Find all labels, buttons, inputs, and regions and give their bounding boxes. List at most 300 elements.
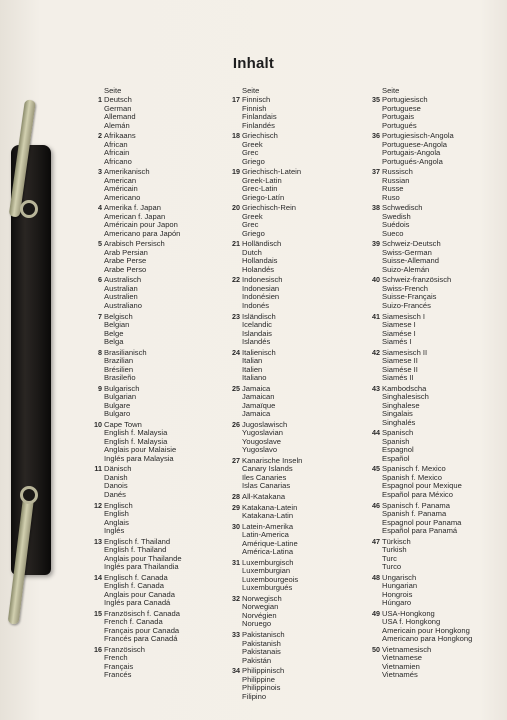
entry-language-name: American f. Japan (104, 211, 166, 221)
toc-entry (91, 385, 206, 419)
toc-entry (369, 465, 499, 499)
toc-entry (369, 276, 499, 310)
entry-language-name: Französisch f. Canada (104, 608, 180, 618)
entry-language-name: Belgisch (104, 311, 133, 321)
entry-language-name: Yugoslavo (242, 445, 278, 455)
entry-language-name: Swedish (382, 211, 411, 221)
entry-language-name: Norvégien (242, 610, 277, 620)
entry-language-name: Suisse-Français (382, 292, 437, 302)
entry-page-number: 50 (372, 644, 380, 654)
entry-language-name: Francés para Canadá (104, 634, 178, 644)
toc-entry (91, 574, 206, 608)
entry-language-name: Spanisch f. Mexico (382, 464, 446, 474)
toc-entry (91, 502, 206, 536)
toc-entry (229, 276, 364, 310)
entry-page-number: 31 (232, 557, 240, 567)
toc-entry (229, 559, 364, 593)
entry-language-name: Siamesisch II (382, 347, 428, 357)
toc-entry (369, 168, 499, 202)
entry-language-name: Noruego (242, 619, 272, 629)
entry-page-number: 4 (98, 203, 102, 213)
entry-language-name: Amerika f. Japan (104, 203, 161, 213)
entry-language-name: Pakistanish (242, 638, 281, 648)
entry-language-name: Swiss-German (382, 247, 432, 257)
entry-page-number: 7 (98, 311, 102, 321)
toc-entry (369, 240, 499, 274)
entry-language-name: Schweiz-französisch (382, 275, 452, 285)
entry-language-name: Katakana-Latin (242, 511, 294, 521)
entry-language-name: Brazilian (104, 356, 134, 366)
entry-language-name: Yougoslave (242, 436, 281, 446)
entry-language-name: Allemand (104, 112, 136, 121)
entry-language-name: All-Katakana (242, 492, 286, 502)
entry-page-number: 17 (232, 95, 240, 104)
entry-language-name: Arabe Perso (104, 264, 147, 274)
entry-language-name: Amérique-Latine (242, 538, 298, 548)
entry-language-name: Australiano (104, 300, 142, 310)
entry-language-name: Indonesisch (242, 275, 283, 285)
entry-language-name: Americain pour Hongkong (382, 625, 470, 635)
toc-entry (229, 132, 364, 166)
entry-language-name: Brasilianisch (104, 347, 147, 357)
entry-language-name: Australian (104, 283, 138, 293)
toc-entry (229, 313, 364, 347)
entry-language-name: Luxemburgisch (242, 557, 294, 567)
entry-language-name: Jamaican (242, 392, 275, 402)
entry-language-name: Danés (104, 489, 126, 499)
entry-page-number: 10 (94, 419, 102, 429)
entry-language-name: Indonés (242, 300, 270, 310)
entry-language-name: Spanish (382, 436, 410, 446)
entry-page-number: 35 (372, 95, 380, 104)
entry-page-number: 29 (232, 502, 240, 512)
entry-language-name: Portugais-Angola (382, 148, 441, 158)
entry-language-name: América-Latina (242, 547, 294, 557)
entry-language-name: Hungarian (382, 581, 418, 591)
entry-language-name: Greek (242, 139, 263, 149)
toc-column-1 (91, 86, 206, 682)
entry-page-number: 39 (372, 239, 380, 249)
entry-language-name: Iles Canaries (242, 472, 287, 482)
entry-language-name: Hongrois (382, 589, 413, 599)
entry-language-name: Finnisch (242, 95, 271, 104)
entry-page-number: 6 (98, 275, 102, 285)
entry-language-name: Anglais (104, 517, 129, 527)
entry-page-number: 13 (94, 536, 102, 546)
entry-language-name: Yugoslavian (242, 428, 283, 438)
entry-language-name: Französisch (104, 644, 145, 654)
entry-language-name: English f. Malaysia (104, 428, 168, 438)
entry-page-number: 20 (232, 203, 240, 213)
entry-language-name: American (104, 175, 137, 185)
entry-page-number: 38 (372, 203, 380, 213)
entry-language-name: Spanish f. Mexico (382, 472, 442, 482)
entry-language-name: Norwegian (242, 602, 279, 612)
entry-language-name: Schweiz-Deutsch (382, 239, 441, 249)
entry-language-name: Brasileño (104, 373, 136, 383)
toc-entry (229, 204, 364, 238)
entry-page-number: 26 (232, 419, 240, 429)
toc-entry (229, 96, 364, 130)
entry-language-name: Español para Panamá (382, 526, 458, 536)
toc-entry (91, 276, 206, 310)
entry-language-name: Français pour Canada (104, 625, 180, 635)
entry-page-number: 32 (232, 593, 240, 603)
entry-language-name: Swiss-French (382, 283, 428, 293)
entry-page-number: 43 (372, 383, 380, 393)
entry-language-name: Arabe Perse (104, 256, 147, 266)
entry-language-name: Griego-Latín (242, 192, 285, 202)
entry-language-name: Español para México (382, 489, 453, 499)
toc-entry (369, 96, 499, 130)
entry-page-number: 15 (94, 608, 102, 618)
toc-entry (91, 465, 206, 499)
toc-column-3 (369, 86, 499, 682)
entry-language-name: Luxemburgian (242, 566, 291, 576)
entry-page-number: 40 (372, 275, 380, 285)
entry-language-name: Americano (104, 192, 141, 202)
entry-language-name: Greek-Latin (242, 175, 282, 185)
entry-language-name: Russe (382, 184, 404, 194)
toc-entry (91, 313, 206, 347)
entry-language-name: Griechisch-Rein (242, 203, 297, 213)
entry-language-name: Luxembourgeois (242, 574, 299, 584)
seite-label: Seite (104, 86, 122, 95)
entry-language-name: Grec (242, 148, 259, 158)
entry-language-name: Islandés (242, 337, 271, 347)
toc-column-2 (229, 86, 364, 703)
entry-language-name: Ungarisch (382, 572, 417, 582)
entry-language-name: Singalais (382, 409, 413, 419)
entry-language-name: Katakana-Latein (242, 502, 298, 512)
entry-page-number: 47 (372, 536, 380, 546)
entry-language-name: Siamese I (382, 320, 416, 330)
entry-language-name: Bulgaro (104, 409, 131, 419)
toc-entry (91, 132, 206, 166)
entry-language-name: Inglés para Thailandia (104, 562, 179, 572)
entry-language-name: Latein-Amerika (242, 521, 294, 531)
toc-entry (369, 646, 499, 680)
entry-language-name: Portuguese (382, 103, 421, 113)
toc-entry (369, 204, 499, 238)
entry-page-number: 27 (232, 455, 240, 465)
entry-page-number: 37 (372, 167, 380, 177)
entry-language-name: Latin-America (242, 530, 289, 540)
entry-language-name: Vietnamés (382, 670, 418, 680)
entry-language-name: Spanisch f. Panama (382, 500, 450, 510)
entry-language-name: Italien (242, 364, 263, 374)
entry-language-name: Siamés I (382, 337, 412, 347)
entry-language-name: Belgian (104, 320, 130, 330)
entry-language-name: French f. Canada (104, 617, 163, 627)
entry-page-number: 45 (372, 464, 380, 474)
toc-entry (91, 240, 206, 274)
toc-entry (369, 610, 499, 644)
entry-language-name: Français (104, 661, 134, 671)
entry-language-name: Finnish (242, 103, 267, 113)
toc-entry (229, 385, 364, 419)
toc-entry (229, 421, 364, 455)
toc-entry (229, 457, 364, 491)
entry-language-name: Canary Islands (242, 464, 293, 474)
entry-language-name: Kambodscha (382, 383, 427, 393)
binder-ring-bottom (20, 486, 38, 504)
entry-language-name: Finlandais (242, 112, 277, 121)
toc-entry (369, 132, 499, 166)
entry-page-number: 18 (232, 131, 240, 141)
entry-page-number: 24 (232, 347, 240, 357)
entry-page-number: 42 (372, 347, 380, 357)
entry-page-number: 36 (372, 131, 380, 141)
entry-language-name: Griego (242, 156, 265, 166)
entry-language-name: French (104, 653, 128, 663)
entry-language-name: Sueco (382, 228, 404, 238)
entry-language-name: Icelandic (242, 320, 272, 330)
entry-page-number: 9 (98, 383, 102, 393)
entry-page-number: 1 (98, 95, 102, 104)
toc-entry (229, 631, 364, 665)
entry-language-name: Indonésien (242, 292, 280, 302)
toc-entry (91, 349, 206, 383)
entry-language-name: Russisch (382, 167, 413, 177)
entry-page-number: 49 (372, 608, 380, 618)
entry-language-name: Dänisch (104, 464, 132, 474)
entry-language-name: Portugués (382, 120, 417, 130)
entry-language-name: Americano para Hongkong (382, 634, 473, 644)
entry-language-name: English f. Canada (104, 581, 164, 591)
toc-entry (229, 595, 364, 629)
entry-language-name: Finlandés (242, 120, 275, 130)
entry-language-name: Siamés II (382, 373, 414, 383)
entry-language-name: Englisch (104, 500, 133, 510)
entry-language-name: Greek (242, 211, 263, 221)
entry-language-name: Anglais pour Malaisie (104, 445, 177, 455)
entry-page-number: 46 (372, 500, 380, 510)
entry-page-number: 48 (372, 572, 380, 582)
entry-language-name: English f. Malaysia (104, 436, 168, 446)
entry-language-name: Griechisch-Latein (242, 167, 302, 177)
entry-language-name: Suizo-Alemán (382, 264, 430, 274)
toc-entry (91, 168, 206, 202)
toc-entry (369, 385, 499, 428)
entry-language-name: Brésilien (104, 364, 134, 374)
page-title: Inhalt (232, 55, 275, 72)
entry-page-number: 2 (98, 131, 102, 141)
toc-entry (229, 168, 364, 202)
entry-language-name: Africano (104, 156, 132, 166)
entry-language-name: Inglés para Malaysia (104, 453, 174, 463)
entry-language-name: Italiano (242, 373, 267, 383)
entry-language-name: Danish (104, 472, 128, 482)
toc-entry (369, 502, 499, 536)
entry-language-name: Norwegisch (242, 593, 282, 603)
entry-language-name: Ruso (382, 192, 400, 202)
entry-language-name: Arabisch Persisch (104, 239, 165, 249)
entry-language-name: Islandais (242, 328, 272, 338)
entry-language-name: Vietnamese (382, 653, 422, 663)
entry-language-name: Turkish (382, 545, 407, 555)
entry-language-name: Luxemburgués (242, 583, 293, 593)
entry-language-name: Siamése I (382, 328, 416, 338)
toc-entry (369, 313, 499, 347)
entry-language-name: Singhalese (382, 400, 420, 410)
entry-page-number: 41 (372, 311, 380, 321)
entry-language-name: Philippinisch (242, 666, 285, 676)
entry-language-name: Pakistanisch (242, 630, 285, 639)
entry-language-name: Italian (242, 356, 263, 366)
entry-language-name: Australisch (104, 275, 142, 285)
entry-page-number: 19 (232, 167, 240, 177)
entry-language-name: Danois (104, 481, 128, 491)
entry-page-number: 14 (94, 572, 102, 582)
entry-language-name: Espagnol pour Panama (382, 517, 462, 527)
entry-language-name: Pakistanais (242, 647, 281, 656)
entry-language-name: Filipino (242, 691, 267, 701)
entry-language-name: Belga (104, 337, 124, 347)
entry-language-name: Bulgare (104, 400, 131, 410)
toc-entry (229, 504, 364, 521)
entry-language-name: Deutsch (104, 95, 132, 104)
entry-language-name: Amerikanisch (104, 167, 150, 177)
entry-language-name: Anglais pour Canada (104, 589, 175, 599)
seite-label: Seite (382, 86, 400, 95)
entry-language-name: Siamesisch I (382, 311, 426, 321)
toc-entry (369, 538, 499, 572)
entry-language-name: Americano para Japón (104, 228, 181, 238)
entry-language-name: Américain (104, 184, 138, 194)
entry-language-name: Jugoslawisch (242, 419, 288, 429)
toc-entry (369, 349, 499, 383)
entry-language-name: Vietnamien (382, 661, 420, 671)
toc-entry (369, 429, 499, 463)
entry-page-number: 30 (232, 521, 240, 531)
entry-language-name: Belge (104, 328, 124, 338)
entry-language-name: Suizo-Francés (382, 300, 431, 310)
entry-language-name: Suisse-Allemand (382, 256, 439, 266)
entry-language-name: Bulgarian (104, 392, 137, 402)
entry-language-name: Spanish f. Panama (382, 509, 447, 519)
toc-entry (369, 574, 499, 608)
entry-language-name: Vietnamesisch (382, 644, 432, 654)
entry-language-name: Cape Town (104, 419, 142, 429)
entry-language-name: German (104, 103, 132, 113)
entry-language-name: Griechisch (242, 131, 278, 141)
toc-entry (229, 240, 364, 274)
entry-language-name: Griego (242, 228, 265, 238)
toc-entry (91, 204, 206, 238)
entry-language-name: Portuguese-Angola (382, 139, 448, 149)
entry-language-name: Englisch f. Thailand (104, 536, 171, 546)
entry-language-name: Singhalés (382, 417, 416, 427)
entry-language-name: Holländisch (242, 239, 282, 249)
entry-page-number: 33 (232, 630, 240, 639)
entry-language-name: Schwedisch (382, 203, 423, 213)
entry-page-number: 44 (372, 428, 380, 438)
entry-language-name: USA f. Hongkong (382, 617, 441, 627)
entry-language-name: Portugiesisch-Angola (382, 131, 454, 141)
entry-language-name: Turco (382, 562, 402, 572)
entry-page-number: 28 (232, 492, 240, 502)
toc-entry (91, 538, 206, 572)
toc-entry (91, 646, 206, 680)
toc-entry (91, 96, 206, 130)
entry-language-name: Bulgarisch (104, 383, 140, 393)
seite-label: Seite (242, 86, 260, 95)
entry-language-name: USA-Hongkong (382, 608, 435, 618)
toc-entry (91, 610, 206, 644)
entry-language-name: Türkisch (382, 536, 411, 546)
toc-entry (229, 523, 364, 557)
entry-page-number: 12 (94, 500, 102, 510)
entry-page-number: 23 (232, 311, 240, 321)
entry-language-name: Húngaro (382, 598, 412, 608)
entry-page-number: 8 (98, 347, 102, 357)
entry-language-name: Englisch f. Canada (104, 572, 168, 582)
entry-language-name: Kanarische Inseln (242, 455, 303, 465)
entry-language-name: Isländisch (242, 311, 276, 321)
entry-language-name: Portugués-Angola (382, 156, 443, 166)
entry-language-name: Espagnol (382, 445, 414, 455)
entry-page-number: 25 (232, 383, 240, 393)
entry-language-name: Siamese II (382, 356, 418, 366)
binder-ring-top (20, 200, 38, 218)
entry-page-number: 22 (232, 275, 240, 285)
entry-language-name: Islas Canarias (242, 481, 291, 491)
entry-page-number: 5 (98, 239, 102, 249)
entry-language-name: Philippinois (242, 683, 281, 693)
entry-language-name: Turc (382, 553, 397, 563)
entry-language-name: Portugais (382, 112, 415, 121)
entry-language-name: English f. Thailand (104, 545, 167, 555)
entry-language-name: Siamése II (382, 364, 418, 374)
entry-language-name: Afrikaans (104, 131, 136, 141)
entry-language-name: Australien (104, 292, 138, 302)
entry-language-name: Español (382, 453, 410, 463)
entry-language-name: Francés (104, 670, 132, 680)
entry-page-number: 16 (94, 644, 102, 654)
entry-language-name: Inglés (104, 526, 125, 536)
entry-language-name: Jamaica (242, 383, 271, 393)
entry-language-name: Italienisch (242, 347, 276, 357)
entry-language-name: English (104, 509, 129, 519)
entry-language-name: Holandés (242, 264, 275, 274)
entry-language-name: Dutch (242, 247, 262, 257)
entry-language-name: Singhalesisch (382, 392, 429, 402)
toc-entry (229, 667, 364, 701)
entry-language-name: Grec (242, 220, 259, 230)
entry-language-name: African (104, 139, 128, 149)
entry-language-name: Jamaica (242, 409, 271, 419)
entry-language-name: Portugiesisch (382, 95, 428, 104)
entry-page-number: 11 (94, 464, 102, 474)
entry-language-name: Arab Persian (104, 247, 148, 257)
toc-entry (91, 421, 206, 464)
entry-page-number: 34 (232, 666, 240, 676)
entry-page-number: 3 (98, 167, 102, 177)
entry-language-name: Espagnol pour Mexique (382, 481, 462, 491)
entry-language-name: Hollandais (242, 256, 278, 266)
entry-language-name: Spanisch (382, 428, 414, 438)
entry-language-name: Philippine (242, 674, 275, 684)
entry-language-name: Inglés para Canadá (104, 598, 171, 608)
entry-language-name: Alemán (104, 120, 130, 130)
entry-language-name: Pakistán (242, 655, 272, 665)
toc-entry (229, 349, 364, 383)
entry-language-name: Américain pour Japon (104, 220, 178, 230)
entry-language-name: Suédois (382, 220, 410, 230)
entry-page-number: 21 (232, 239, 240, 249)
folder-strap-binder (0, 0, 80, 720)
